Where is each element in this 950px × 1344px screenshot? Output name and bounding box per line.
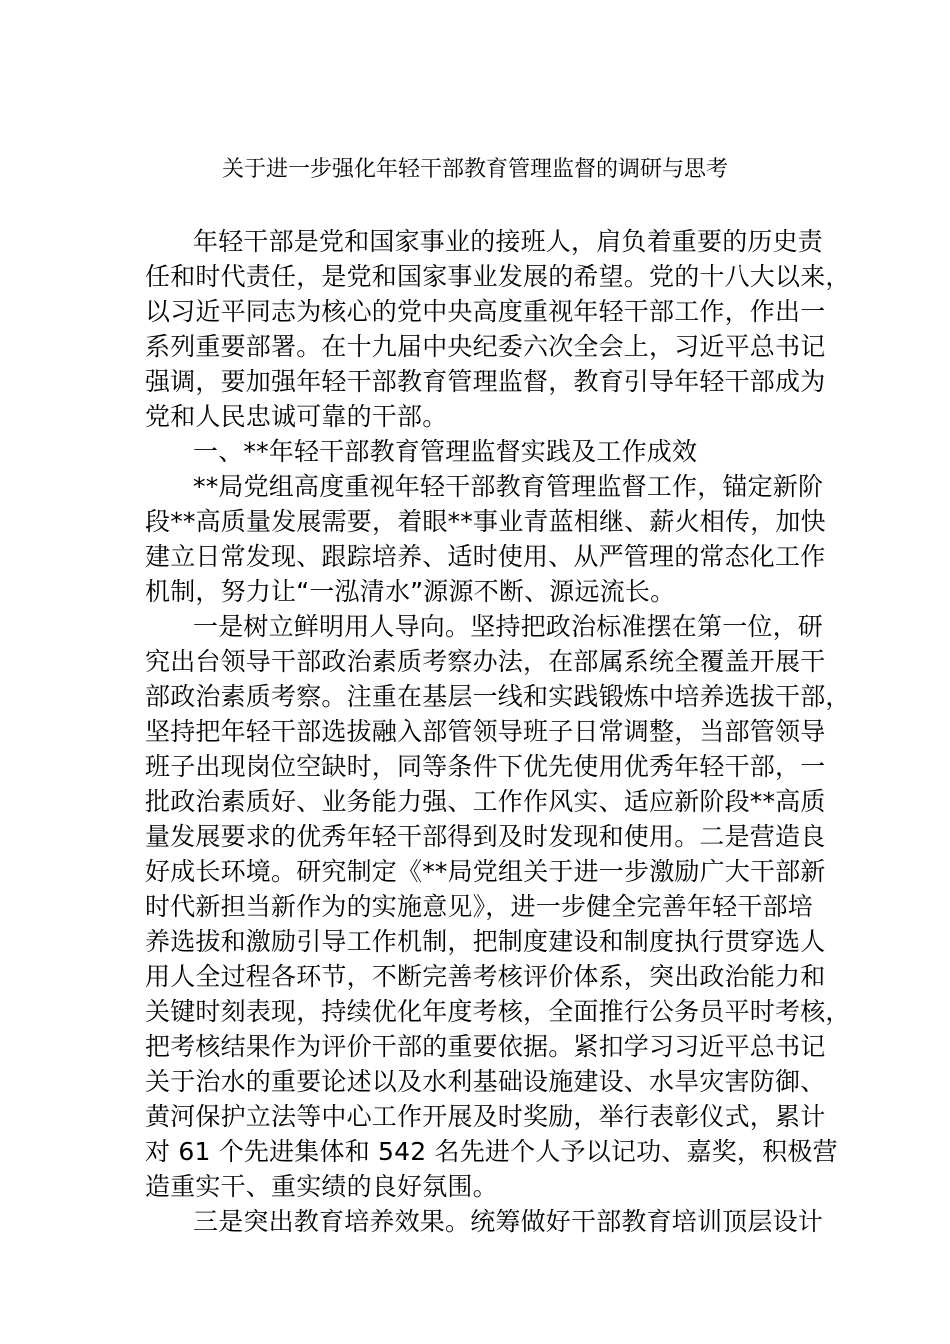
text-line: 党和人民忠诚可靠的干部。 xyxy=(145,402,448,431)
text-line: 一是树立鲜明用人导向。坚持把政治标准摆在第一位，研 xyxy=(193,612,824,641)
text-line: 用人全过程各环节，不断完善考核评价体系，突出政治能力和 xyxy=(145,962,826,991)
text-line: 关键时刻表现，持续优化年度考核，全面推行公务员平时考核， xyxy=(145,997,851,1026)
text-line: 年轻干部是党和国家事业的接班人，肩负着重要的历史责 xyxy=(193,227,824,256)
text-line: 究出台领导干部政治素质考察办法，在部属系统全覆盖开展干 xyxy=(145,647,826,676)
text-line: 黄河保护立法等中心工作开展及时奖励，举行表彰仪式，累计 xyxy=(145,1102,826,1131)
text-line: 任和时代责任，是党和国家事业发展的希望。党的十八大以来， xyxy=(145,262,851,291)
text-line: 把考核结果作为评价干部的重要依据。紧扣学习习近平总书记 xyxy=(145,1032,826,1061)
text-line: 机制，努力让“一泓清水”源源不断、源远流长。 xyxy=(145,577,676,606)
text-line: 关于治水的重要论述以及水利基础设施建设、水旱灾害防御、 xyxy=(145,1067,826,1096)
text-line: 强调，要加强年轻干部教育管理监督，教育引导年轻干部成为 xyxy=(145,367,826,396)
text-line: 造重实干、重实绩的良好氛围。 xyxy=(145,1172,498,1201)
text-line: 坚持把年轻干部选拔融入部管领导班子日常调整，当部管领导 xyxy=(145,717,826,746)
text-line: 建立日常发现、跟踪培养、适时使用、从严管理的常态化工作 xyxy=(145,542,826,571)
text-line: 以习近平同志为核心的党中央高度重视年轻干部工作，作出一 xyxy=(145,297,826,326)
text-line: **局党组高度重视年轻干部教育管理监督工作，锚定新阶 xyxy=(193,472,824,501)
text-line: 时代新担当新作为的实施意见》，进一步健全完善年轻干部培 xyxy=(145,892,813,921)
text-line: 批政治素质好、业务能力强、工作作风实、适应新阶段**高质 xyxy=(145,787,826,816)
text-line: 好成长环境。研究制定《**局党组关于进一步激励广大干部新 xyxy=(145,857,826,886)
text-line: 对 61 个先进集体和 542 名先进个人予以记功、嘉奖，积极营 xyxy=(145,1137,838,1166)
text-line: 段**高质量发展需要，着眼**事业青蓝相继、薪火相传，加快 xyxy=(145,507,826,536)
text-line: 班子出现岗位空缺时，同等条件下优先使用优秀年轻干部，一 xyxy=(145,752,826,781)
text-line: 部政治素质考察。注重在基层一线和实践锻炼中培养选拔干部， xyxy=(145,682,851,711)
document-body xyxy=(145,224,851,1239)
text-line: 系列重要部署。在十九届中央纪委六次全会上，习近平总书记 xyxy=(145,332,826,361)
text-line: 三是突出教育培养效果。统筹做好干部教育培训顶层设计 xyxy=(193,1207,824,1236)
text-line: 养选拔和激励引导工作机制，把制度建设和制度执行贯穿选人 xyxy=(145,927,826,956)
document-title: 关于进一步强化年轻干部教育管理监督的调研与思考 xyxy=(221,157,728,182)
text-line: 量发展要求的优秀年轻干部得到及时发现和使用。二是营造良 xyxy=(145,822,826,851)
section-heading: 一、**年轻干部教育管理监督实践及工作成效 xyxy=(193,437,698,466)
